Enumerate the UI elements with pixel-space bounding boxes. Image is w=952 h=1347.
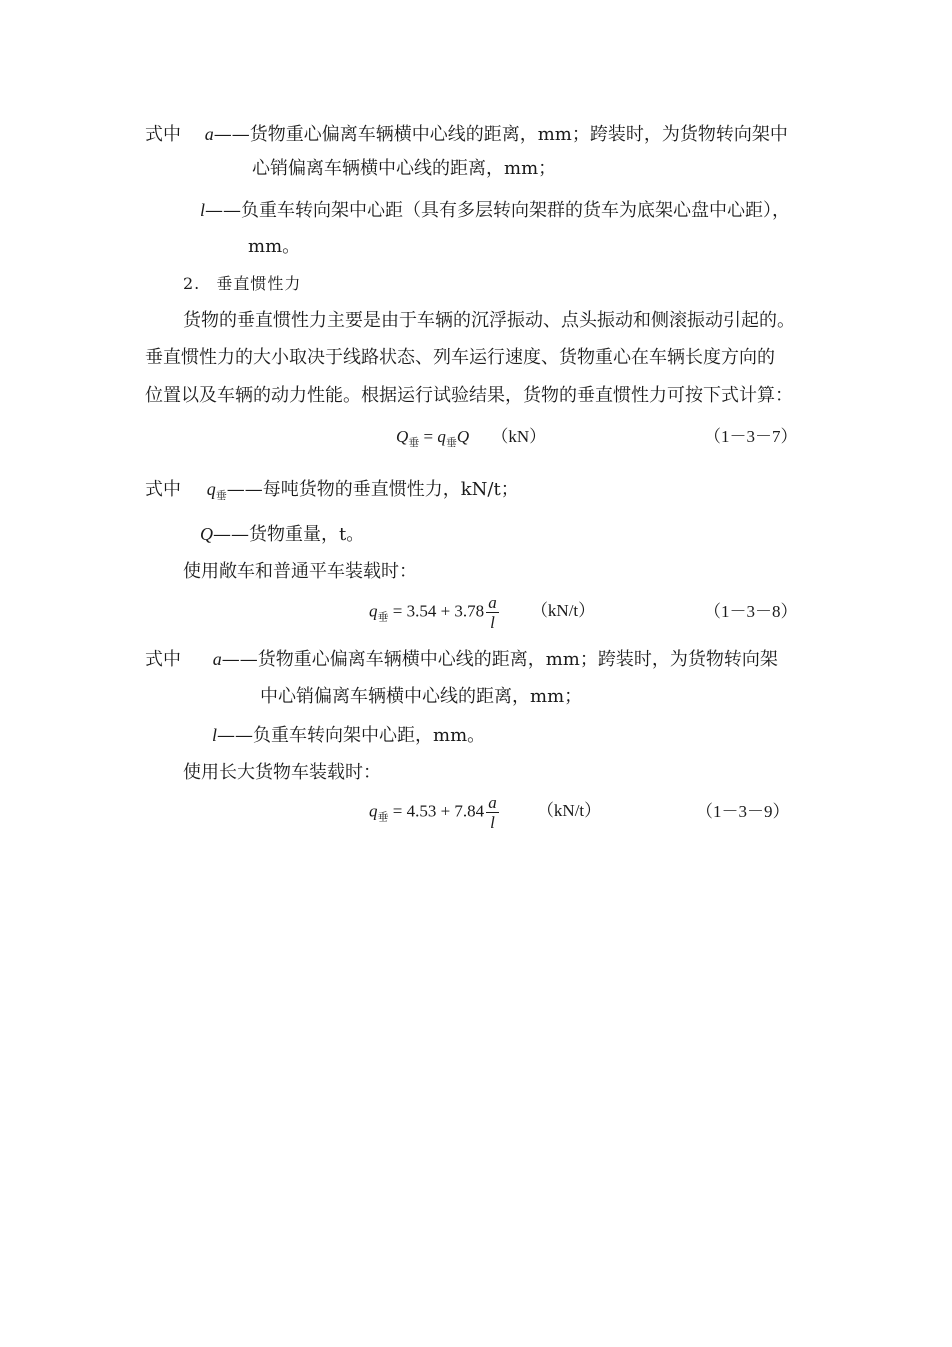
- equation-number-1-3-7: （1－3－7）: [704, 427, 798, 446]
- where-label-2: 式中: [145, 479, 181, 500]
- eq8-denominator: l: [490, 613, 495, 632]
- equation-1-3-7: [396, 428, 546, 449]
- definition-a-line-1: [145, 125, 788, 144]
- eq9-rhs: = 4.53 + 7.84: [392, 801, 485, 821]
- eq9-fraction: [486, 794, 499, 831]
- equation-1-3-8: [369, 594, 595, 631]
- symbol-q: q: [206, 479, 216, 499]
- definition-l-text: ——负重车转向架中心距（具有多层转向架群的货车为底架心盘中心距），: [205, 200, 791, 221]
- eq7-lhs: Q: [396, 427, 409, 446]
- symbol-Q: Q: [200, 524, 213, 544]
- eq7-Q: Q: [456, 427, 470, 446]
- section-heading: [183, 276, 301, 292]
- eq9-lhs-sub: 垂: [377, 811, 389, 824]
- definition-l-line-1: [200, 201, 790, 220]
- definition-Q-line: [200, 525, 364, 544]
- definition-Q-text: ——货物重量，t。: [213, 524, 365, 545]
- symbol-a: a: [204, 124, 214, 144]
- eq8-rhs: = 3.54 + 3.78: [392, 601, 485, 621]
- eq9-denominator: l: [490, 813, 495, 832]
- eq7-q-sub: 垂: [445, 437, 457, 449]
- section-title: 垂直惯性力: [216, 274, 302, 293]
- eq8-numerator: a: [488, 593, 497, 612]
- definition-a2-line-2: 中心销偏离车辆横中心线的距离，mm；: [260, 686, 583, 707]
- symbol-l: l: [200, 200, 206, 220]
- where-label: 式中: [145, 124, 181, 145]
- definition-a2-line-1: [145, 650, 778, 669]
- eq7-equals: =: [423, 427, 434, 446]
- where-label-3: 式中: [145, 649, 181, 670]
- eq7-lhs-sub: 垂: [408, 437, 420, 449]
- eq8-unit: （kN/t）: [530, 601, 596, 621]
- definition-l2-line: [212, 726, 485, 745]
- equation-number-1-3-8: （1－3－8）: [704, 602, 798, 621]
- eq8-lhs: q: [369, 601, 378, 621]
- symbol-a2: a: [212, 649, 222, 669]
- symbol-q-sub: 垂: [215, 489, 227, 502]
- eq9-unit: （kN/t）: [536, 801, 602, 821]
- definition-a2-text: ——货物重心偏离车辆横中心线的距离，mm；跨装时，为货物转向架: [221, 649, 778, 670]
- paragraph-line-3: 位置以及车辆的动力性能。根据运行试验结果，货物的垂直惯性力可按下式计算：: [145, 385, 793, 406]
- equation-1-3-9: [369, 794, 601, 831]
- eq8-fraction: [486, 594, 499, 631]
- eq9-numerator: a: [488, 793, 497, 812]
- definition-q-line: [145, 480, 519, 501]
- intro-eq-8: 使用敞车和普通平车装载时：: [183, 561, 417, 582]
- definition-l-line-2: mm。: [248, 236, 301, 257]
- eq8-lhs-sub: 垂: [377, 611, 389, 624]
- eq7-unit: （kN）: [491, 427, 547, 446]
- definition-l2-text: ——负重车转向架中心距，mm。: [217, 725, 486, 746]
- paragraph-line-1: 货物的垂直惯性力主要是由于车辆的沉浮振动、点头振动和侧滚振动引起的。: [183, 310, 795, 331]
- eq9-lhs: q: [369, 801, 378, 821]
- symbol-l2: l: [212, 725, 218, 745]
- eq7-q: q: [437, 427, 446, 446]
- section-number: 2.: [183, 274, 201, 293]
- definition-a-line-2: 心销偏离车辆横中心线的距离，mm；: [252, 158, 557, 179]
- definition-q-text: ——每吨货物的垂直惯性力，kN/t；: [226, 479, 519, 500]
- intro-eq-9: 使用长大货物车装载时：: [183, 762, 381, 783]
- definition-a-text: ——货物重心偏离车辆横中心线的距离，mm；跨装时，为货物转向架中: [213, 124, 788, 145]
- paragraph-line-2: 垂直惯性力的大小取决于线路状态、列车运行速度、货物重心在车辆长度方向的: [145, 347, 775, 368]
- equation-number-1-3-9: （1－3－9）: [696, 802, 790, 821]
